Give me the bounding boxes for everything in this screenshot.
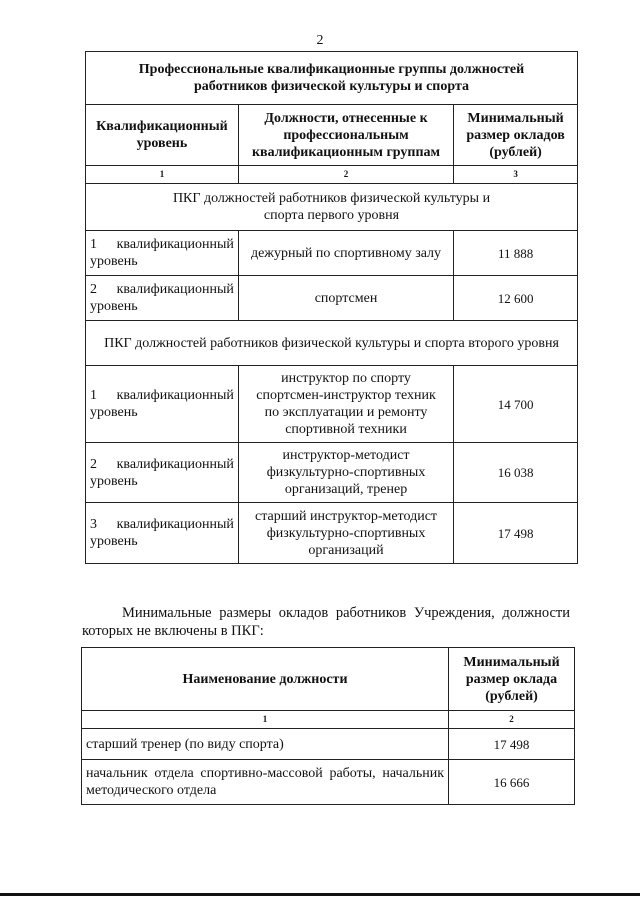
positions-cell: дежурный по спортивному залу xyxy=(238,231,453,276)
positions-cell: старший инструктор-методист физкультурно-спортивных организаций xyxy=(238,503,453,564)
group-title-row xyxy=(86,321,578,366)
header-row xyxy=(86,105,578,166)
group-title-2: ПКГ должностей работников физической культуры и спорта второго уровня xyxy=(86,321,578,366)
table-row xyxy=(82,760,575,805)
position-name-cell: старший тренер (по виду спорта) xyxy=(82,729,449,760)
header-salary: Минимальный размер оклада (рублей) xyxy=(449,648,575,711)
level-cell: 2 квалификационный уровень xyxy=(86,443,239,503)
level-cell: 2 квалификационный уровень xyxy=(86,276,239,321)
col-number: 2 xyxy=(449,711,575,729)
positions-cell: инструктор-методист физкультурно-спортивных организаций, тренер xyxy=(238,443,453,503)
header-row xyxy=(82,648,575,711)
header-salary: Минимальный размер окладов (рублей) xyxy=(454,105,578,166)
column-number-row xyxy=(82,711,575,729)
col-number: 3 xyxy=(454,166,578,184)
salary-cell: 17 498 xyxy=(449,729,575,760)
footer-rule xyxy=(0,893,640,896)
table-row xyxy=(82,729,575,760)
group-title-row xyxy=(86,184,578,231)
salary-cell: 16 666 xyxy=(449,760,575,805)
page-number: 2 xyxy=(316,33,324,48)
intro-paragraph: Минимальные размеры окладов работников Учреждения, должности которых не включены в ПКГ: xyxy=(82,605,570,639)
salary-cell: 14 700 xyxy=(454,366,578,443)
header-positions: Должности, отнесенные к профессиональным квалификационным группам xyxy=(238,105,453,166)
table-row xyxy=(86,231,578,276)
positions-cell: спортсмен xyxy=(238,276,453,321)
table-row xyxy=(86,366,578,443)
table-row xyxy=(86,503,578,564)
header-position-name: Наименование должности xyxy=(82,648,449,711)
col-number: 2 xyxy=(238,166,453,184)
table-title-row xyxy=(86,52,578,105)
position-name-cell: начальник отдела спортивно-массовой работы, начальник методического отдела xyxy=(82,760,449,805)
col-number: 1 xyxy=(82,711,449,729)
salary-cell: 16 038 xyxy=(454,443,578,503)
table-row xyxy=(86,276,578,321)
salary-cell: 17 498 xyxy=(454,503,578,564)
pkg-table xyxy=(85,51,578,564)
column-number-row xyxy=(86,166,578,184)
other-positions-table xyxy=(81,647,575,805)
level-cell: 1 квалификационный уровень xyxy=(86,366,239,443)
group-title-1: ПКГ должностей работников физической культуры и спорта первого уровня xyxy=(86,184,578,231)
salary-cell: 12 600 xyxy=(454,276,578,321)
header-level: Квалификационный уровень xyxy=(86,105,239,166)
col-number: 1 xyxy=(86,166,239,184)
level-cell: 1 квалификационный уровень xyxy=(86,231,239,276)
salary-cell: 11 888 xyxy=(454,231,578,276)
level-cell: 3 квалификационный уровень xyxy=(86,503,239,564)
table-title: Профессиональные квалификационные группы должностей работников физической культуры и спорта xyxy=(86,52,578,105)
table-row xyxy=(86,443,578,503)
positions-cell: инструктор по спорту спортсмен-инструктор техник по эксплуатации и ремонту спортивной техники xyxy=(238,366,453,443)
